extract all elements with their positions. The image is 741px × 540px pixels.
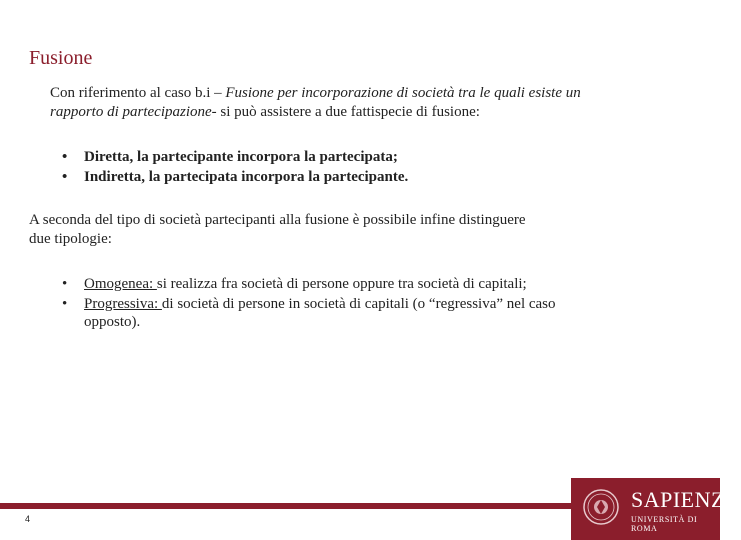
typology-description: si realizza fra società di persone oppure tra società di capitali;: [156, 276, 527, 292]
list-item: [62, 295, 572, 331]
seal-icon: [582, 483, 620, 533]
sapienza-logo: [571, 478, 741, 540]
list-item: [62, 147, 408, 167]
intro-text-after: - si può assistere a due fattispecie di fusione:: [211, 104, 480, 120]
list-item: [62, 275, 572, 293]
list-item: [62, 167, 408, 187]
intro-paragraph: [50, 84, 600, 122]
typologies-list: [62, 275, 572, 333]
bullet: •: [62, 169, 68, 185]
bullet: •: [62, 276, 68, 292]
slide-title: Fusione: [29, 47, 93, 69]
typology-omogenea: [84, 275, 572, 293]
typology-description: di società di persone in società di capitali (o “regressiva” nel caso opposto).: [84, 296, 556, 330]
fattispecie-diretta: Diretta, la partecipante incorpora la partecipata;: [84, 149, 398, 165]
second-paragraph: A seconda del tipo di società partecipanti alla fusione è possibile infine distinguere due tipologie:: [29, 212, 526, 247]
page-number: 4: [25, 514, 31, 524]
intro-italic: Fusione per incorporazione di società tra le quali esiste un rapporto di partecipazione: [50, 85, 581, 120]
typology-term: Progressiva:: [84, 296, 162, 312]
intro-text-before: Con riferimento al caso b.i –: [50, 85, 226, 101]
fattispecie-list: [62, 147, 408, 187]
typology-term: Omogenea:: [84, 276, 157, 292]
typology-progressiva: [84, 295, 572, 331]
bullet: •: [62, 296, 68, 312]
logo-name: SAPIENZA: [631, 487, 741, 512]
logo-subtitle: UNIVERSITÀ DI ROMA: [631, 515, 698, 533]
fattispecie-indiretta: Indiretta, la partecipata incorpora la partecipante.: [84, 169, 409, 185]
bullet: •: [62, 149, 68, 165]
